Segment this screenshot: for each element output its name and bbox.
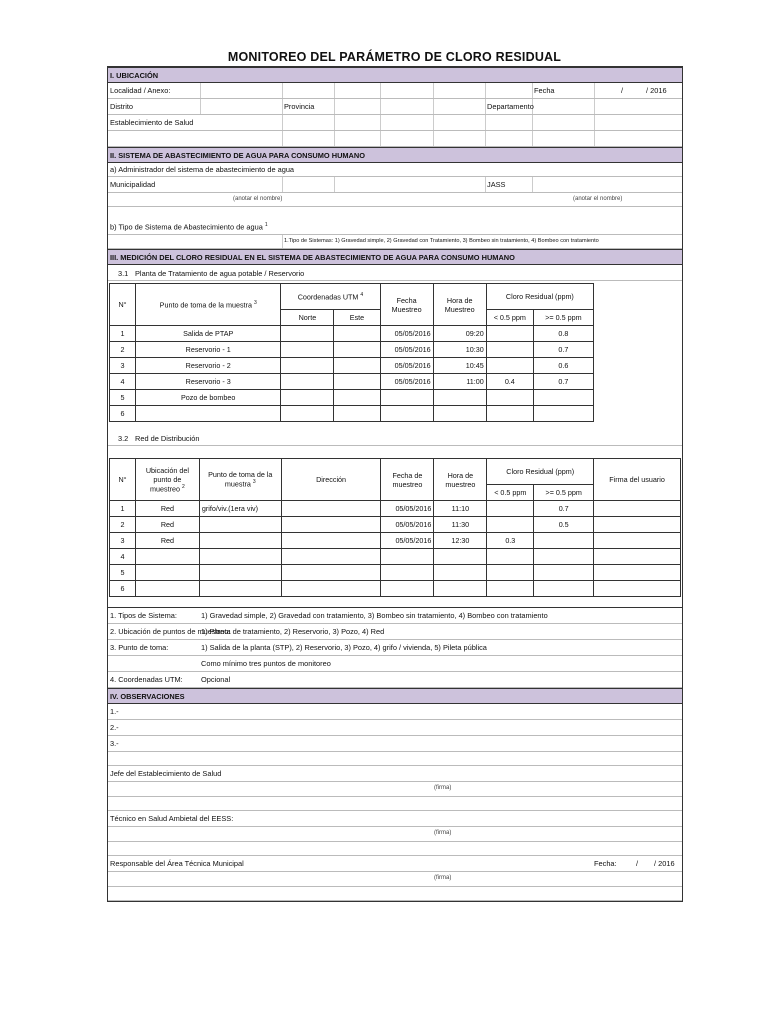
signature-fecha-year[interactable]: / 2016 [654,859,675,868]
cell-no[interactable]: 6 [110,406,136,422]
signature-firma: (firma) [434,785,452,791]
th-norte: Norte [281,310,334,326]
cell-punto[interactable]: grifo/viv.(1era viv) [199,501,281,517]
cell-direccion[interactable] [281,533,381,549]
cell-hora[interactable]: 10:45 [433,358,486,374]
sub31-label: Planta de Tratamiento de agua potable / Reservorio [135,269,305,278]
cell-ge[interactable] [534,565,594,581]
th-cloro: Cloro Residual (ppm) [486,284,593,310]
notes-block [108,607,682,688]
row-sub32 [108,430,682,446]
cell-fecha[interactable]: 05/05/2016 [380,358,433,374]
section-sistema-header: II. SISTEMA DE ABASTECIMIENTO DE AGUA PARA CONSUMO HUMANO [108,147,682,163]
table-row [110,533,681,549]
th-no: N° [110,284,136,326]
th-lt: < 0.5 ppm [486,310,533,326]
departamento-label: Departamento [487,102,534,111]
signatures-block [108,766,682,901]
cell-punto[interactable]: Reservorio - 3 [136,374,281,390]
th2-no: N° [110,459,136,501]
table-red-wrap [108,446,682,607]
cell-lt[interactable] [486,390,533,406]
cell-lt[interactable] [487,549,534,565]
cell-este[interactable] [334,406,380,422]
signature-fecha-slash[interactable]: / [636,859,639,868]
table-row [110,374,594,390]
fecha-year[interactable]: / 2016 [646,86,667,95]
cell-hora[interactable] [433,406,486,422]
cell-firma[interactable] [594,549,681,565]
cell-hora[interactable]: 11:30 [434,517,487,533]
cell-no[interactable]: 1 [110,326,136,342]
signature-title-row [108,856,682,872]
signature-line-row[interactable] [108,782,682,797]
cell-no[interactable]: 2 [110,517,136,533]
cell-firma[interactable] [594,533,681,549]
row-spacer [108,207,682,219]
cell-direccion[interactable] [281,517,381,533]
cell-firma[interactable] [594,581,681,597]
row-sub31 [108,265,682,281]
section-ubicacion-header: I. UBICACIÓN [108,67,682,83]
table-row [110,390,594,406]
table-ptap [109,283,594,422]
cell-ubic[interactable]: Red [135,517,199,533]
sub32-label: Red de Distribución [135,434,200,443]
table-row [110,581,681,597]
municipalidad-label: Municipalidad [110,180,156,189]
signature-firma: (firma) [434,830,452,836]
signature-firma: (firma) [434,875,452,881]
th2-ubic: Ubicación del punto de muestreo $^2$ [135,459,199,501]
cell-ubic[interactable] [135,549,199,565]
admin-label: a) Administrador del sistema de abastecimiento de agua [110,165,295,174]
distrito-label: Distrito [110,102,133,111]
cell-hora[interactable] [433,390,486,406]
note-text: Opcional [201,675,231,684]
cell-fecha[interactable] [381,581,434,597]
cell-hora[interactable]: 10:30 [433,342,486,358]
th-ge: >= 0.5 ppm [533,310,593,326]
cell-direccion[interactable] [281,565,381,581]
cell-direccion[interactable] [281,581,381,597]
establecimiento-label: Establecimiento de Salud [110,118,194,127]
section-observaciones-header: IV. OBSERVACIONES [108,688,682,704]
signature-line-row[interactable] [108,872,682,887]
localidad-label: Localidad / Anexo: [110,86,171,95]
cell-norte[interactable] [281,342,334,358]
cell-lt[interactable] [486,326,533,342]
cell-lt[interactable] [487,565,534,581]
th-hora: Hora de Muestreo [433,284,486,326]
th2-punto: Punto de toma de la muestra $^3$ [199,459,281,501]
cell-no[interactable]: 3 [110,533,136,549]
row-tipo-sistema [108,219,682,235]
observacion-label: 2.- [110,723,119,732]
table-ptap-wrap [108,281,682,430]
cell-no[interactable]: 3 [110,358,136,374]
cell-punto[interactable]: Pozo de bombeo [136,390,281,406]
observacion-item[interactable] [108,704,682,720]
cell-norte[interactable] [281,406,334,422]
cell-hora[interactable]: 11:10 [434,501,487,517]
cell-norte[interactable] [281,358,334,374]
th2-dir: Dirección [281,459,381,501]
jass-label: JASS [487,180,506,189]
cell-este[interactable] [334,374,380,390]
cell-punto[interactable] [199,533,281,549]
cell-fecha[interactable]: 05/05/2016 [380,326,433,342]
cell-no[interactable]: 1 [110,501,136,517]
cell-ge[interactable]: 0.8 [533,326,593,342]
cell-no[interactable]: 4 [110,374,136,390]
row-admin [108,163,682,177]
cell-hora[interactable] [434,549,487,565]
signature-title: Jefe del Establecimiento de Salud [110,769,222,778]
fecha-label: Fecha [534,86,555,95]
cell-fecha[interactable]: 05/05/2016 [380,342,433,358]
cell-firma[interactable] [594,517,681,533]
cell-fecha[interactable]: 05/05/2016 [381,533,434,549]
cell-ge[interactable] [534,549,594,565]
provincia-label: Provincia [284,102,315,111]
note-label: 3. Punto de toma: [110,643,169,652]
page-title: MONITOREO DEL PARÁMETRO DE CLORO RESIDUAL [227,50,562,64]
tipo-sistema-label: b) Tipo de Sistema de Abastecimiento de agua $^1$ [110,222,268,232]
note-label: 4. Coordenadas UTM: [110,675,183,684]
signature-title: Responsable del Área Técnica Municipal [110,859,244,868]
cell-punto[interactable]: Salida de PTAP [136,326,281,342]
cell-lt[interactable]: 0.3 [487,533,534,549]
row-establecimiento [108,115,682,131]
cell-lt[interactable] [487,581,534,597]
note-text: 1) Salida de la planta (STP), 2) Reservorio, 3) Pozo, 4) grifo / vivienda, 5) Pileta pública [201,643,487,652]
cell-ge[interactable]: 0.6 [533,358,593,374]
cell-no[interactable]: 6 [110,581,136,597]
cell-fecha[interactable] [380,406,433,422]
note-row [108,624,682,640]
th-coord: Coordenadas UTM $^4$ [281,284,380,310]
cell-hora[interactable] [434,565,487,581]
table-row [110,326,594,342]
table-row [110,358,594,374]
cell-ubic[interactable]: Red [135,533,199,549]
cell-lt[interactable]: 0.4 [486,374,533,390]
th2-firma: Firma del usuario [594,459,681,501]
note-row [108,608,682,624]
table-red [109,458,681,597]
row-obs-blank [108,752,682,766]
signature-fecha-label: Fecha: [594,859,617,868]
cell-firma[interactable] [594,565,681,581]
cell-lt[interactable] [486,358,533,374]
cell-ge[interactable]: 0.5 [534,517,594,533]
row-municipalidad [108,177,682,193]
row-anotar [108,193,682,207]
th2-ge: >= 0.5 ppm [534,485,594,501]
cell-este[interactable] [334,358,380,374]
signature-title-row [108,811,682,827]
signature-blank-row [108,842,682,856]
cell-punto[interactable] [199,549,281,565]
note-text: 1) Planta de tratamiento, 2) Reservorio, 3) Pozo, 4) Red [201,627,385,636]
note-text: 1) Gravedad simple, 2) Gravedad con tratamiento, 3) Bombeo sin tratamiento, 4) Bombeo con tratamiento [201,611,548,620]
signature-blank-row [108,887,682,901]
cell-no[interactable]: 2 [110,342,136,358]
cell-ge[interactable] [534,533,594,549]
note-row [108,656,682,672]
cell-ge[interactable] [533,390,593,406]
note-label: 2. Ubicación de puntos de muestreo: [110,627,231,636]
cell-hora[interactable]: 12:30 [434,533,487,549]
th2-hora: Hora de muestreo [434,459,487,501]
th2-fecha: Fecha de muestreo [381,459,434,501]
cell-ge[interactable]: 0.7 [533,342,593,358]
cell-fecha[interactable]: 05/05/2016 [380,374,433,390]
cell-lt[interactable] [487,501,534,517]
cell-fecha[interactable] [381,565,434,581]
th2-lt: < 0.5 ppm [487,485,534,501]
anotar-nombre-1: (anotar el nombre) [233,196,283,202]
table-row [110,406,594,422]
signature-title: Técnico en Salud Ambietal del EESS: [110,814,234,823]
cell-fecha[interactable]: 05/05/2016 [381,517,434,533]
cell-punto[interactable]: Reservorio - 1 [136,342,281,358]
cell-ge[interactable]: 0.7 [533,374,593,390]
row-localidad [108,83,682,99]
note-row [108,640,682,656]
cell-ubic[interactable]: Red [135,501,199,517]
cell-este[interactable] [334,342,380,358]
table-row [110,517,681,533]
observacion-item[interactable] [108,720,682,736]
cell-direccion[interactable] [281,549,381,565]
cell-ge[interactable] [534,581,594,597]
cell-ubic[interactable] [135,565,199,581]
cell-punto[interactable] [199,581,281,597]
cell-firma[interactable] [594,501,681,517]
cell-punto[interactable]: Reservorio - 2 [136,358,281,374]
row-tipo-note [108,235,682,249]
observacion-label: 1.- [110,707,119,716]
sub31-num: 3.1 [118,269,129,278]
table-row [110,501,681,517]
cell-punto[interactable] [136,406,281,422]
cell-norte[interactable] [281,390,334,406]
cell-fecha[interactable]: 05/05/2016 [381,501,434,517]
cell-hora[interactable] [434,581,487,597]
th-fecha: Fecha Muestreo [380,284,433,326]
form-sheet [107,66,683,902]
table-row [110,549,681,565]
row-blank [108,131,682,147]
tipo-sistema-note: 1.Tipo de Sistemas: 1) Gravedad simple, 2) Gravedad con Tratamiento, 3) Bombeo sin tratamiento, 4) Bombeo con tratamiento [284,238,599,244]
cell-punto[interactable] [199,517,281,533]
cell-fecha[interactable] [380,390,433,406]
th-punto: Punto de toma de la muestra $^3$ [136,284,281,326]
signature-blank-row [108,797,682,811]
cell-hora[interactable]: 11:00 [433,374,486,390]
table-row [110,342,594,358]
cell-norte[interactable] [281,326,334,342]
cell-ge[interactable] [533,406,593,422]
cell-este[interactable] [334,326,380,342]
cell-lt[interactable] [486,406,533,422]
th2-cloro: Cloro Residual (ppm) [487,459,594,485]
cell-hora[interactable]: 09:20 [433,326,486,342]
signature-title-row [108,766,682,782]
cell-no[interactable]: 4 [110,549,136,565]
fecha-slash[interactable]: / [621,86,624,95]
observacion-item[interactable] [108,736,682,752]
observacion-label: 3.- [110,739,119,748]
cell-no[interactable]: 5 [110,390,136,406]
cell-punto[interactable] [199,565,281,581]
note-row [108,672,682,688]
cell-direccion[interactable] [281,501,381,517]
note-text: Como mínimo tres puntos de monitoreo [201,659,331,668]
table-row [110,565,681,581]
sub32-num: 3.2 [118,434,129,443]
cell-ge[interactable]: 0.7 [534,501,594,517]
th-este: Este [334,310,380,326]
row-distrito [108,99,682,115]
note-label: 1. Tipos de Sistema: [110,611,177,620]
cell-lt[interactable] [486,342,533,358]
section-medicion-header: III. MEDICIÓN DEL CLORO RESIDUAL EN EL SISTEMA DE ABASTECIMIENTO DE AGUA PARA CONSUMO HUMANO [108,249,682,265]
cell-norte[interactable] [281,374,334,390]
cell-este[interactable] [334,390,380,406]
observaciones-list [108,704,682,752]
signature-line-row[interactable] [108,827,682,842]
cell-no[interactable]: 5 [110,565,136,581]
cell-lt[interactable] [487,517,534,533]
cell-ubic[interactable] [135,581,199,597]
cell-fecha[interactable] [381,549,434,565]
anotar-nombre-2: (anotar el nombre) [573,196,623,202]
